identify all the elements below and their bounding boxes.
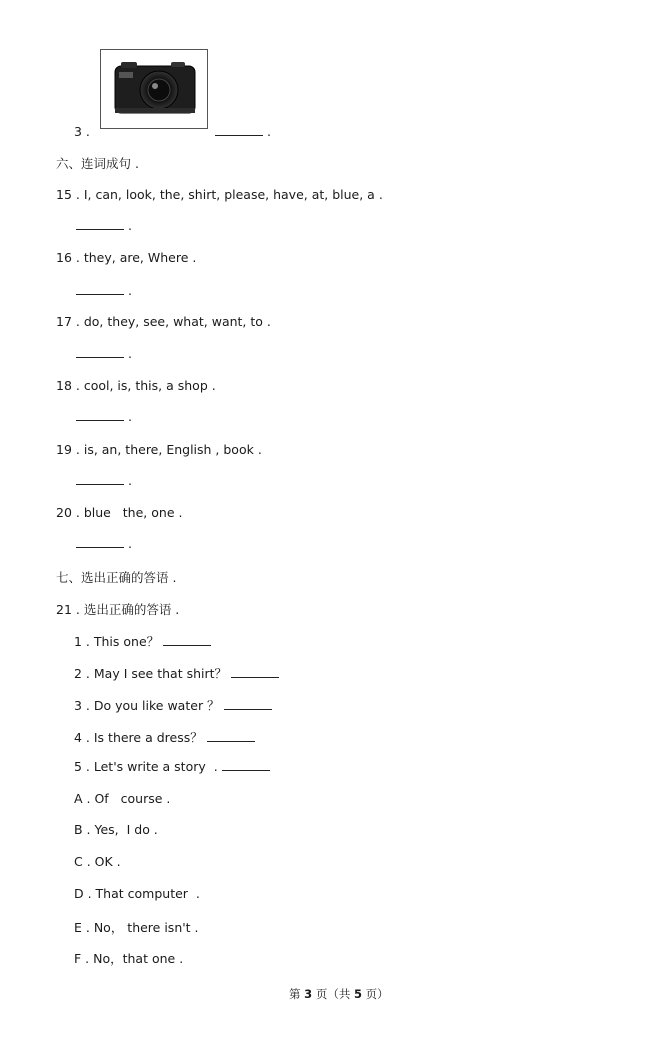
section-6-heading: 六、连词成句 . [56, 156, 139, 171]
question-18: 18 . cool, is, this, a shop . [56, 378, 216, 393]
question-15: 15 . I, can, look, the, shirt, please, have, at, blue, a . [56, 187, 383, 202]
q21-item-1: 1 . This one？ [74, 632, 211, 650]
answer-line-17: . [76, 346, 132, 361]
answer-blank[interactable] [163, 634, 211, 646]
answer-blank[interactable] [76, 409, 124, 421]
answer-blank[interactable] [76, 346, 124, 358]
q21-item-3: 3 . Do you like water ？ [74, 696, 272, 714]
answer-line-16: . [76, 283, 132, 298]
answer-blank[interactable] [76, 536, 124, 548]
answer-blank[interactable] [76, 283, 124, 295]
q21-item-2: 2 . May I see that shirt？ [74, 664, 279, 682]
item-3-answer: . [215, 124, 271, 139]
answer-blank[interactable] [231, 666, 279, 678]
q21-item-5: 5 . Let's write a story . [74, 759, 270, 774]
option-a: A . Of course . [74, 791, 171, 806]
question-19: 19 . is, an, there, English , book . [56, 442, 262, 457]
answer-blank[interactable] [76, 218, 124, 230]
option-f: F . No，that one . [74, 951, 184, 966]
page-footer: 第 3 页（共 5 页） [289, 987, 389, 1001]
question-20: 20 . blue the, one . [56, 505, 183, 520]
total-pages: 5 [353, 987, 362, 1001]
question-16: 16 . they, are, Where . [56, 250, 197, 265]
answer-line-20: . [76, 536, 132, 551]
answer-line-15: . [76, 218, 132, 233]
question-17: 17 . do, they, see, what, want, to . [56, 314, 271, 329]
answer-line-19: . [76, 473, 132, 488]
camera-icon [101, 50, 207, 128]
answer-blank[interactable] [76, 473, 124, 485]
current-page: 3 [304, 987, 313, 1001]
answer-blank[interactable] [215, 124, 263, 136]
option-e: E . No， there isn't . [74, 920, 199, 935]
option-c: C . OK . [74, 854, 121, 869]
answer-blank[interactable] [224, 698, 272, 710]
question-21-title: 21 . 选出正确的答语 . [56, 602, 180, 617]
answer-line-18: . [76, 409, 132, 424]
answer-blank[interactable] [222, 759, 270, 771]
q21-item-4: 4 . Is there a dress？ [74, 728, 255, 746]
answer-blank[interactable] [207, 730, 255, 742]
camera-image [100, 49, 208, 129]
section-7-heading: 七、选出正确的答语 . [56, 570, 177, 585]
option-b: B . Yes, I do . [74, 822, 158, 837]
item-3-number: 3 . [74, 124, 90, 139]
option-d: D . That computer . [74, 886, 200, 901]
